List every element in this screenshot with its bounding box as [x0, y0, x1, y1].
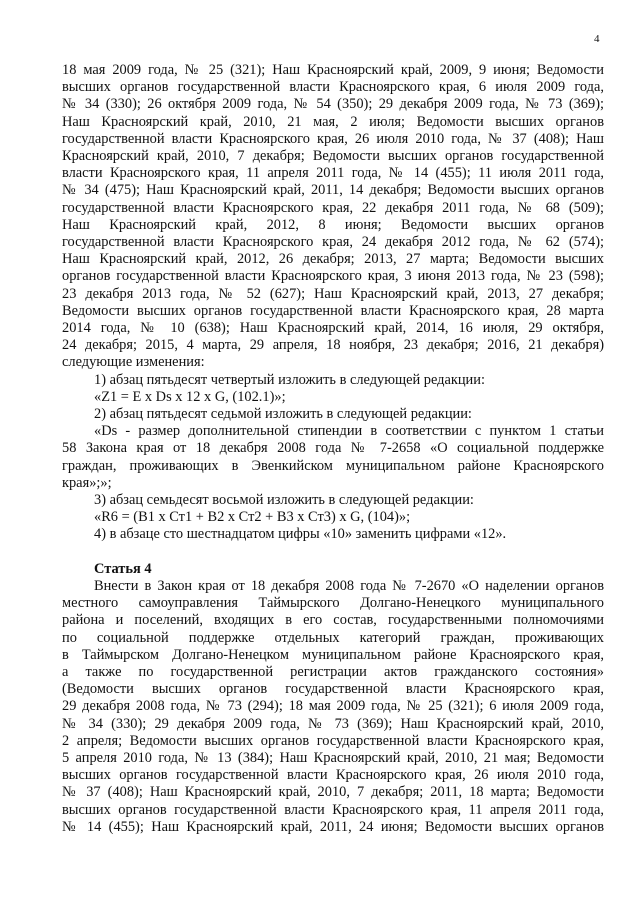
article-heading: Статья 4 [94, 560, 152, 577]
text-line: «Z1 = E x Ds x 12 x G, (102.1)»; [94, 388, 286, 405]
text-line: 58 Закона края от 18 декабря 2008 года № 7-2658 «О социальной поддержке [62, 440, 604, 457]
text-line: государственной власти Красноярского края, 24 декабря 2012 года, № 62 (574); [62, 234, 604, 250]
text-line: власти Красноярского края, 11 апреля 2011 года, № 14 (455); 11 июля 2011 года, [62, 165, 604, 182]
text-line: органов государственной власти Красноярского края, 3 июня 2013 года, № 23 (598); [62, 268, 604, 285]
page-number: 4 [594, 33, 600, 45]
text-line: местного самоуправления Таймырского Долгано-Ненецкого муниципального [62, 595, 604, 612]
text-line: граждан, проживающих в Эвенкийском муниципальном районе Красноярского [62, 457, 604, 474]
text-line: по социальной поддержке отдельных категорий граждан, проживающих [62, 629, 604, 646]
text-line: Красноярский край, 2010, 7 декабря; Ведомости высших органов государственной [62, 148, 604, 164]
text-line: 2014 года, № 10 (638); Наш Красноярский край, 2014, 16 июля, 29 октября, [62, 320, 604, 336]
text-line: а также по государственной регистрации актов гражданского состояния» [62, 664, 604, 680]
text-line: 2 апреля; Ведомости высших органов государственной власти Красноярского края, [62, 732, 604, 749]
text-line: района и поселений, входящих в его состав, государственными полномочиями [62, 612, 604, 629]
text-line: государственной власти Красноярского края, 26 июля 2010 года, № 37 (408); Наш [62, 130, 604, 147]
text-line: (Ведомости высших органов государственной власти Красноярского края, [62, 681, 604, 698]
text-line: 29 декабря 2008 года, № 73 (294); 18 мая 2009 года, № 25 (321); 6 июля 2009 года, [62, 698, 604, 715]
text-line: высших органов государственной власти Красноярского края, 26 июля 2010 года, [62, 767, 604, 784]
text-line: № 34 (330); 26 октября 2009 года, № 54 (350); 29 декабря 2009 года, № 73 (369); [62, 96, 604, 113]
text-line: высших органов государственной власти Красноярского края, 11 апреля 2011 года, [62, 801, 604, 818]
text-line: 4) в абзаце сто шестнадцатом цифры «10» заменить цифрами «12». [94, 526, 507, 543]
text-line: в Таймырском Долгано-Ненецком муниципальном районе Красноярского края, [62, 646, 604, 663]
text-line: 2) абзац пятьдесят седьмой изложить в следующей редакции: [94, 406, 472, 422]
text-line: «R6 = (B1 x Ст1 + B2 x Ст2 + B3 x Ст3) x G, (104)»; [94, 509, 411, 526]
text-line: 5 апреля 2010 года, № 13 (384); Наш Красноярский край, 2010, 21 мая; Ведомости [62, 750, 604, 766]
text-line: государственной власти Красноярского края, 22 декабря 2011 года, № 68 (509); [62, 199, 604, 216]
text-line: 24 декабря; 2015, 4 марта, 29 апреля, 18 ноября, 23 декабря; 2016, 21 декабря) [62, 337, 604, 354]
text-line: «Ds - размер дополнительной стипендии в соответствии с пунктом 1 статьи [94, 423, 604, 440]
text-line: 23 декабря 2013 года, № 52 (627); Наш Красноярский край, 2013, 27 декабря; [62, 285, 604, 302]
text-line: 18 мая 2009 года, № 25 (321); Наш Красноярский край, 2009, 9 июня; Ведомости [62, 62, 604, 78]
text-line: № 34 (475); Наш Красноярский край, 2011, 14 декабря; Ведомости высших органов [62, 182, 604, 199]
text-line: Ведомости высших органов государственной власти Красноярского края, 28 марта [62, 302, 604, 319]
text-line: 1) абзац пятьдесят четвертый изложить в следующей редакции: [94, 371, 485, 388]
text-line: высших органов государственной власти Красноярского края, 6 июля 2009 года, [62, 79, 604, 96]
text-line: Наш Красноярский край, 2010, 21 мая, 2 июля; Ведомости высших органов [62, 113, 604, 130]
text-line: № 34 (330); 29 декабря 2009 года, № 73 (369); Наш Красноярский край, 2010, [62, 715, 604, 732]
text-line: следующие изменения: [62, 354, 205, 371]
text-line: Наш Красноярский край, 2012, 26 декабря; 2013, 27 марта; Ведомости высших [62, 251, 604, 268]
text-line: № 37 (408); Наш Красноярский край, 2010, 7 декабря; 2011, 18 марта; Ведомости [62, 784, 604, 801]
text-line: 3) абзац семьдесят восьмой изложить в следующей редакции: [94, 492, 474, 508]
text-line: края»;»; [62, 474, 112, 491]
text-line: Наш Красноярский край, 2012, 8 июня; Ведомости высших органов [62, 216, 604, 233]
text-line: Внести в Закон края от 18 декабря 2008 года № 7-2670 «О наделении органов [94, 578, 604, 594]
text-line: № 14 (455); Наш Красноярский край, 2011, 24 июня; Ведомости высших органов [62, 818, 604, 835]
